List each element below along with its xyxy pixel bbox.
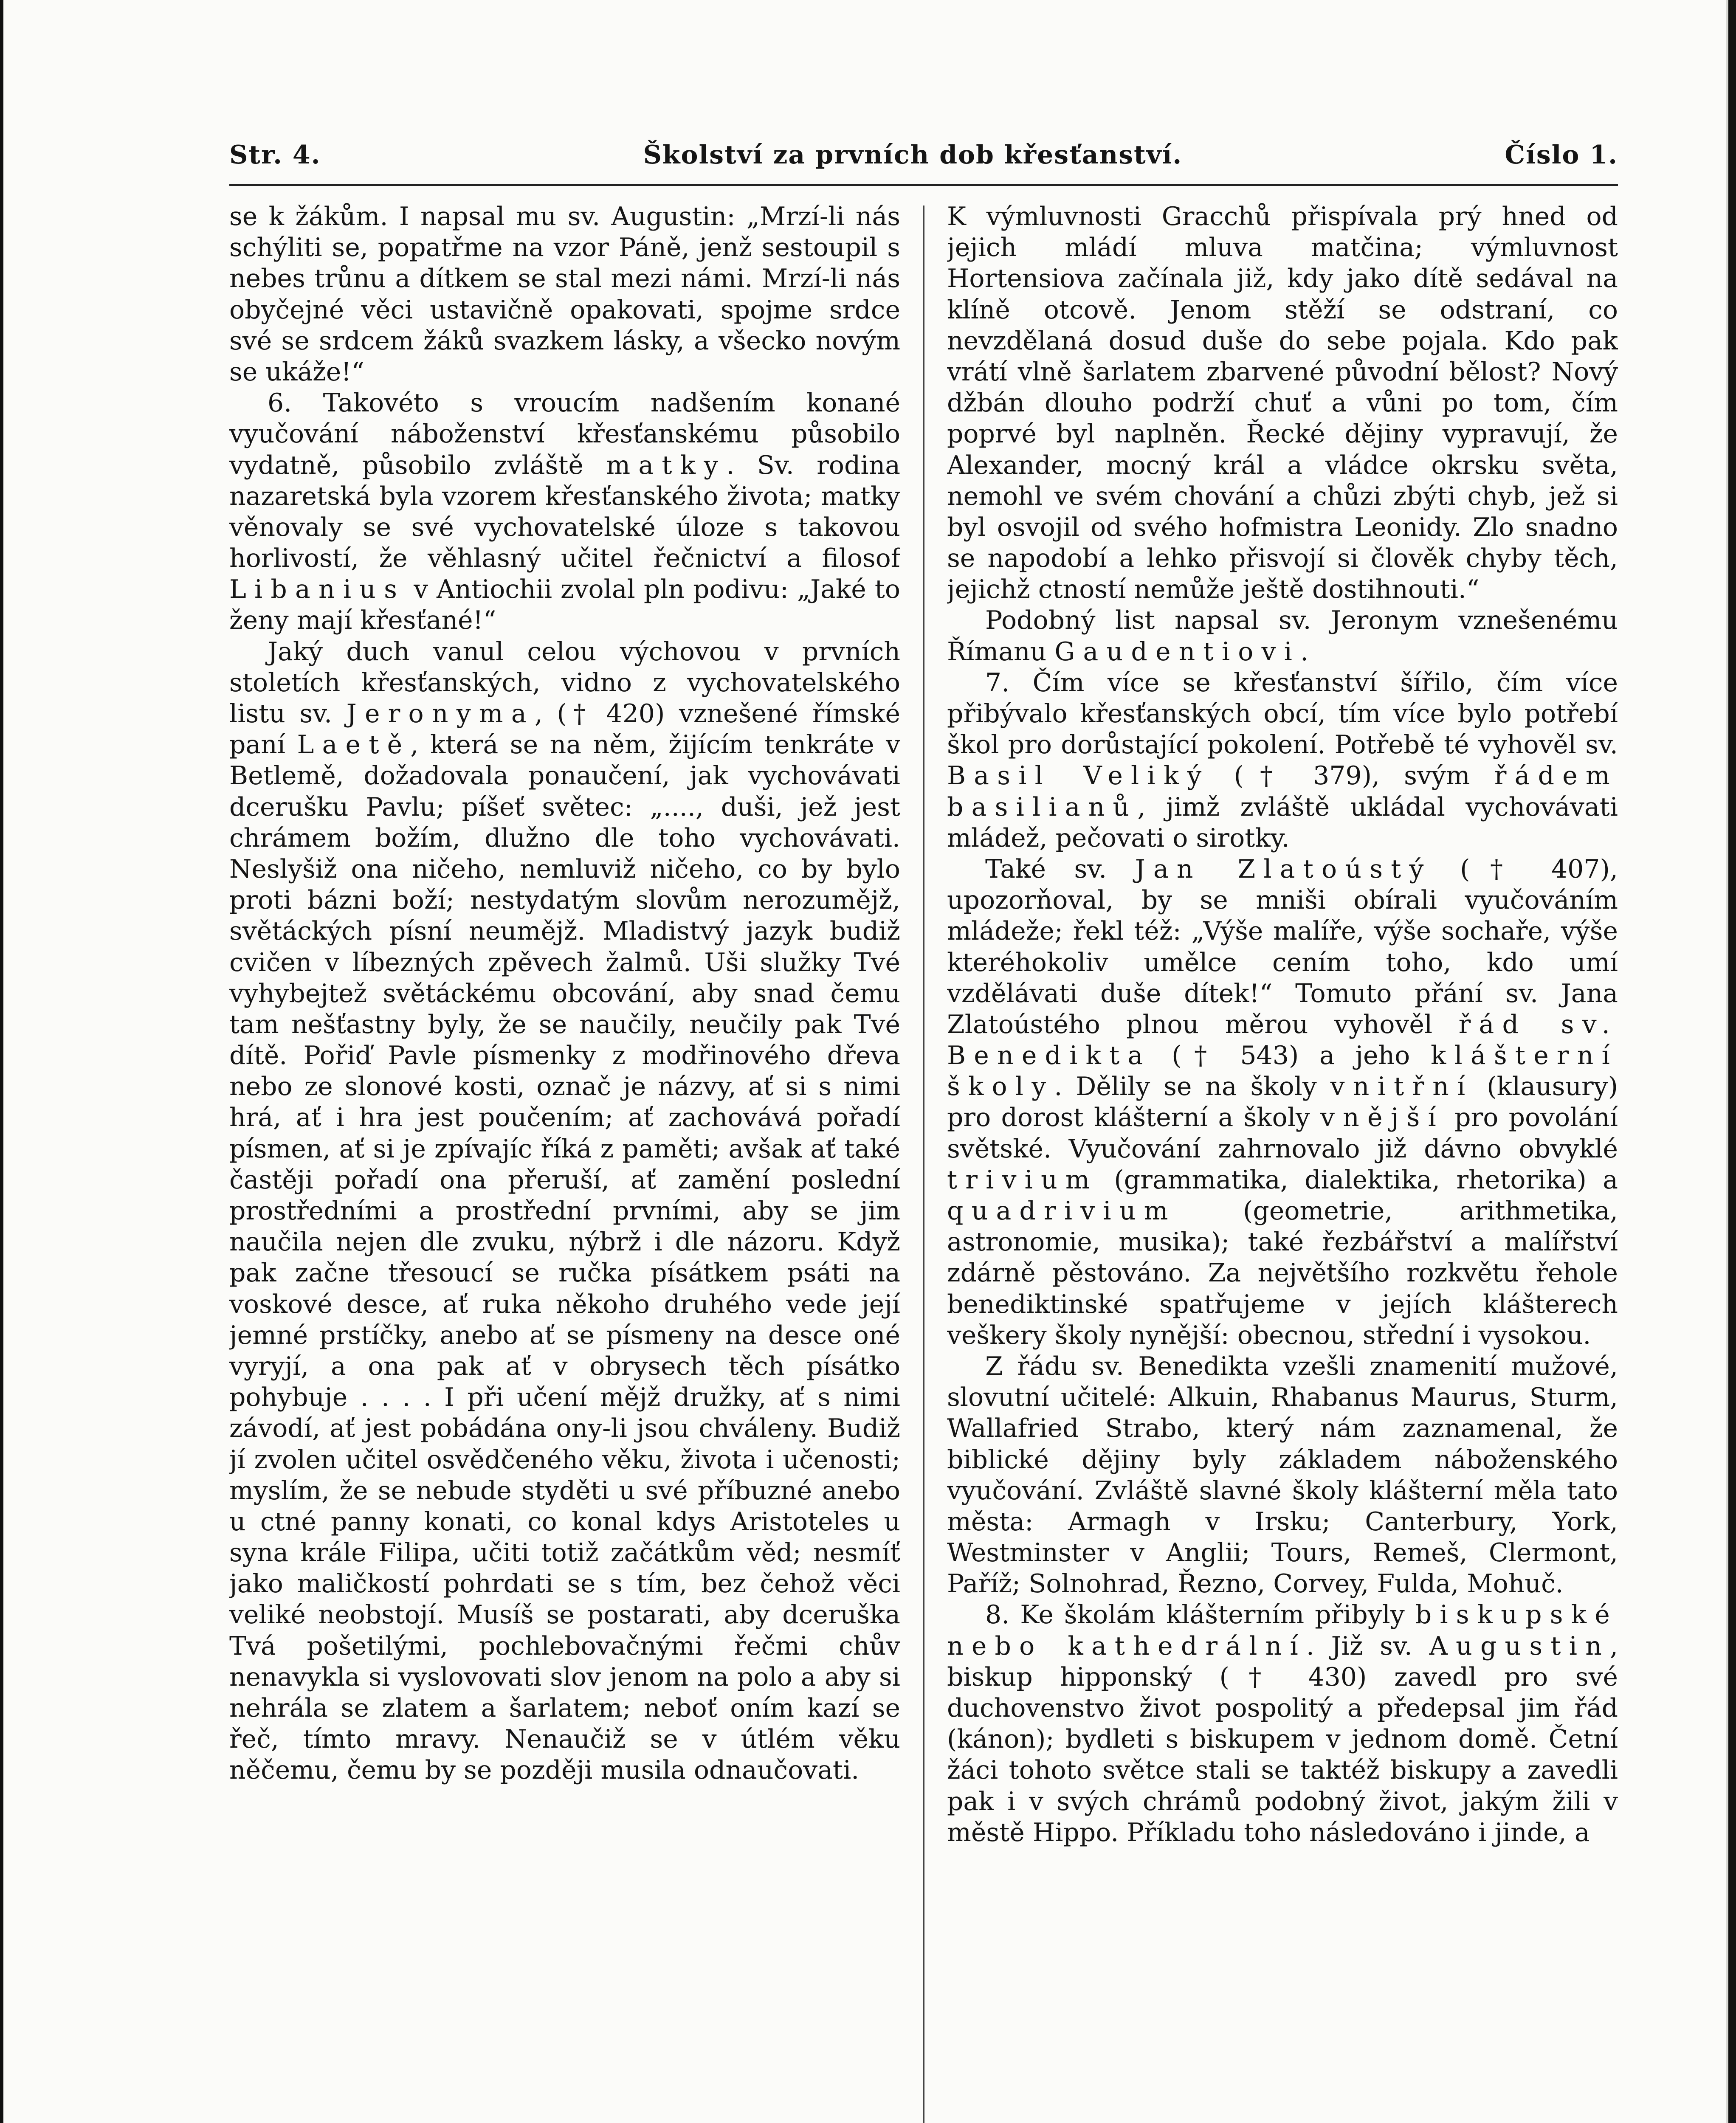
paragraph: Také sv. Jan Zlatoústý († 407), upozorňoval, by se mniši obírali vyučováním mládeže; řekl též: „Výše malíře, výše sochaře, výše kteréhokoliv umělce cením toho, kdo umí vzdělávati duše dítek!“ Tomuto přání sv. Jana Zlatoústého plnou měrou vyhověl řád sv. Benedikta († 543) a jeho klášterní školy. Dělily se na školy vnitřní (klausury) pro dorost klášterní a školy vnější pro povolání světské. Vyučování zahrnovalo již dávno obvyklé trivium (grammatika, dialektika, rhetorika) a quadrivium (geometrie, arithmetika, astronomie, musika); také řezbářství a malířství zdárně pěstováno. Za největšího rozkvětu řehole benediktinské spatřujeme v jejích klášterech veškery školy nynější: obecnou, střední i vysokou.: [947, 854, 1618, 1350]
paragraph: Z řádu sv. Benedikta vzešli znamenití mužové, slovutní učitelé: Alkuin, Rhabanus Maurus, Sturm, Wallafried Strabo, který nám zaznamenal, že biblické dějiny byly základem náboženského vyučování. Zvláště slavné školy klášterní měla tato města: Armagh v Irsku; Canterbury, York, Westminster v Anglii; Tours, Remeš, Clermont, Paříž; Solnohrad, Řezno, Corvey, Fulda, Mohuč.: [947, 1351, 1618, 1599]
paragraph: Podobný list napsal sv. Jeronym vznešenému Římanu Gaudentiovi.: [947, 605, 1618, 667]
emphasis: Basil Veliký: [947, 761, 1210, 791]
emphasis: řád sv. Benedikta: [947, 1009, 1618, 1071]
paragraph: K výmluvnosti Gracchů přispívala prý hned od jejich mládí mluva matčina; výmluvnost Hortensiova začínala již, kdy jako dítě sedával na klíně otcově. Jenom stěží se odstraní, co nevzdělaná dosud duše do sebe pojala. Kdo pak vrátí vlně šarlatem zbarvené původní bělost? Nový džbán dlouho podrží chuť a vůni po tom, čím poprvé byl naplněn. Řecké dějiny vypravují, že Alexander, mocný král a vládce okrsku světa, nemohl ve svém chování a chůzi zbýti chyb, jež si byl osvojil od svého hofmistra Leonidy. Zlo snadno se napodobí a lehko přisvojí si člověk chyby těch, jejichž ctností nemůže ještě dostihnouti.“: [947, 202, 1618, 605]
page-number: Str. 4.: [229, 140, 321, 170]
emphasis: Laetě: [297, 730, 411, 760]
two-column-body: [229, 201, 1618, 2123]
emphasis: quadrivium: [947, 1196, 1176, 1226]
emphasis: vnější: [1320, 1103, 1444, 1133]
emphasis: Gaudentiovi: [1054, 636, 1301, 667]
paragraph: 8. Ke školám klášterním přibyly biskupské nebo kathedrální. Již sv. Augustin, biskup hipponský († 430) zavedl pro své duchovenstvo život pospolitý a předepsal jim řád (kánon); bydleti s biskupem v jednom domě. Četní žáci tohoto světce stali se taktéž biskupy a zavedli pak i v svých chrámů podobný život, jakým žili v městě Hippo. Příkladu toho následováno i jinde, a: [947, 1600, 1618, 1847]
emphasis: trivium: [947, 1165, 1098, 1195]
page: [229, 140, 1618, 2123]
header-rule: [229, 184, 1618, 186]
paragraph: se k žákům. I napsal mu sv. Augustin: „Mrzí-li nás schýliti se, popatřme na vzor Páně, jenž sestoupil s nebes trůnu a dítkem se stal mezi námi. Mrzí-li nás obyčejné věci ustavičně opakovati, spojme srdce své se srdcem žáků svazkem lásky, a všecko novým se ukáže!“: [229, 202, 900, 387]
emphasis: Libanius: [229, 574, 406, 605]
paragraph: 7. Čím více se křesťanství šířilo, čím více přibývalo křesťanských obcí, tím více bylo potřebí škol pro dorůstající pokolení. Potřebě té vyhověl sv. Basil Veliký († 379), svým řádem basilianů, jimž zvláště ukládal vychovávati mládež, pečovati o sirotky.: [947, 667, 1618, 853]
column-divider: [923, 206, 924, 2123]
issue-number: Číslo 1.: [1505, 140, 1618, 170]
running-title: Školství za prvních dob křesťanství.: [643, 140, 1183, 170]
scan-border-right: [1728, 0, 1736, 2123]
right-column: [947, 201, 1618, 2123]
paragraph: 6. Takovéto s vroucím nadšením konané vyučování náboženství křesťanskému působilo vydatně, působilo zvláště matky. Sv. rodina nazaretská byla vzorem křesťanského života; matky věnovaly se své vychovatelské úloze s takovou horlivostí, že věhlasný učitel řečnictví a filosof Libanius v Antiochii zvolal pln podivu: „Jaké to ženy mají křesťané!“: [229, 388, 900, 636]
emphasis: biskupské nebo kathedrální: [947, 1600, 1618, 1661]
emphasis: Augustin: [1429, 1631, 1610, 1661]
running-header: [229, 140, 1618, 178]
emphasis: vnitřní: [1330, 1072, 1474, 1102]
paragraph: Jaký duch vanul celou výchovou v prvních stoletích křesťanských, vidno z vychovatelského listu sv. Jeronyma, († 420) vznešené římské paní Laetě, která se na něm, žijícím tenkráte v Betlemě, dožadovala ponaučení, jak vychovávati dcerušku Pavlu; píšeť světec: „...., duši, jež jest chrámem božím, dlužno dle toho vychovávati. Neslyšiž ona ničeho, nemluviž ničeho, co by bylo proti bázni boží; nestydatým slovům nerozumějž, světáckých písní neumějž. Mladistvý jazyk budiž cvičen v líbezných zpěvech žalmů. Uši služky Tvé vyhybejtež světáckému obcování, aby snad čemu tam nešťastny byly, že se naučily, neučily pak Tvé dítě. Pořiď Pavle písmenky z modřinového dřeva nebo ze slonové kosti, označ je názvy, ať si s nimi hrá, ať i hra jest poučením; ať zachovává pořadí písmen, ať si je zpívajíc říká z paměti; avšak ať také častěji pořadí ona přeruší, ať zamění poslední prostředními a prostřední prvními, aby se jim naučila nejen dle zvuku, nýbrž i dle názoru. Když pak začne třesoucí se ručka písátkem psáti na voskové desce, ať ruka někoho druhého vede její jemné prstíčky, anebo ať se písmeny na desce oné vyryjí, a ona pak ať v obrysech těch písátko pohybuje . . . . I při učení mějž družky, ať s nimi závodí, ať jest pobádána ony-li jsou chváleny. Budiž jí zvolen učitel osvědčeného věku, života i učenosti; myslím, že se nebude styděti u své příbuzné anebo u ctné panny konati, co konal kdys Aristoteles u syna krále Filipa, učiti totiž začátkům věd; nesmíť jako maličkostí pohrdati se s tím, bez čehož věci veliké neobstojí. Musíš se postarati, aby dceruška Tvá pošetilými, pochlebovačnými řečmi chův nenavykla si vyslovovati slov jenom na polo a aby si nehrála se zlatem a šarlatem; neboť oním kazí se řeč, tímto mravy. Nenaučiž se v útlém věku něčemu, čemu by se později musila odnaučovati.: [229, 636, 900, 1785]
emphasis: klášterní školy: [947, 1041, 1618, 1102]
emphasis: Jeronyma: [346, 699, 535, 729]
emphasis: Jan Zlatoústý: [1135, 854, 1432, 884]
emphasis: matky: [606, 450, 727, 480]
emphasis: řádem basilianů: [947, 761, 1618, 822]
scan-border-left: [0, 0, 3, 2123]
left-column: [229, 201, 900, 2123]
